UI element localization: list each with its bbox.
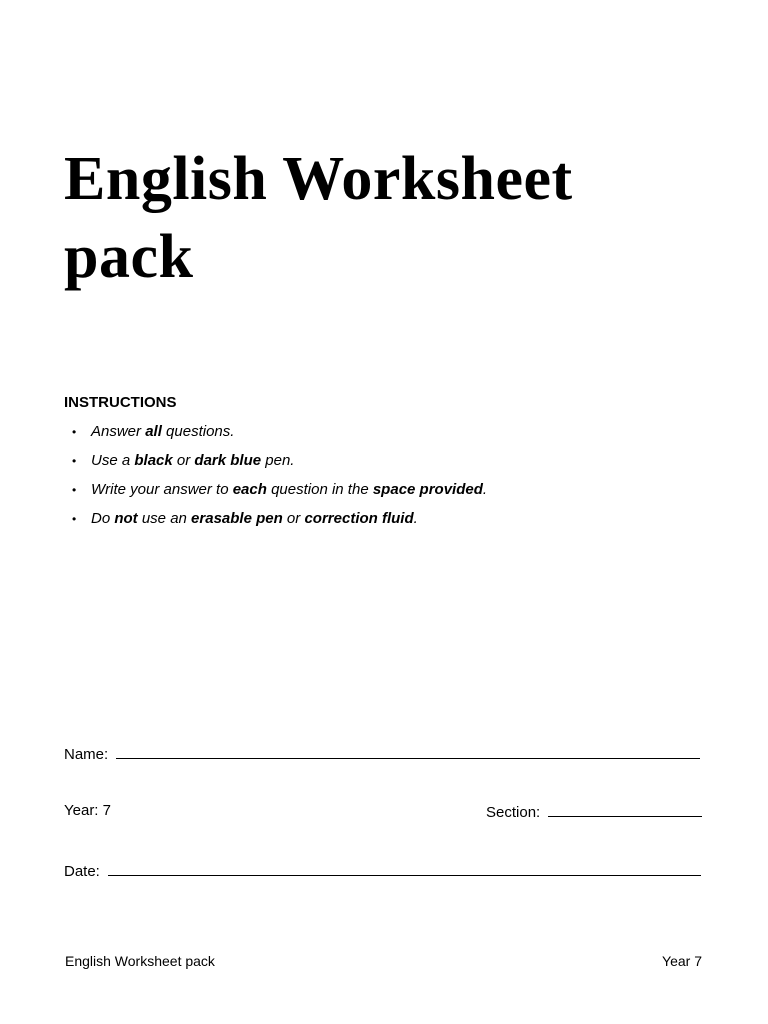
name-write-line[interactable] — [116, 744, 700, 759]
document-title-line-1: English Worksheet — [64, 145, 573, 213]
bullet-icon: • — [72, 512, 77, 526]
instruction-text: . — [413, 510, 418, 527]
instruction-emphasis: correction fluid — [304, 510, 414, 527]
name-field-row — [64, 744, 700, 764]
instruction-text: . — [482, 481, 488, 498]
date-field-row — [64, 861, 701, 881]
instruction-item-no-erasable — [64, 510, 487, 539]
name-label: Name: — [64, 746, 109, 763]
instructions-list — [64, 423, 487, 539]
instruction-emphasis: erasable pen — [191, 510, 283, 527]
instruction-text: or — [282, 510, 305, 527]
instruction-text: question in the — [266, 481, 373, 498]
instruction-text: Write your answer to — [91, 481, 233, 498]
document-title-line-2: pack — [64, 223, 194, 291]
year-value: 7 — [102, 802, 111, 819]
instruction-text: or — [172, 452, 195, 469]
instruction-emphasis: all — [145, 423, 162, 440]
bullet-icon: • — [72, 483, 77, 497]
instruction-item-space-provided — [64, 481, 487, 510]
instruction-emphasis: each — [232, 481, 267, 498]
instruction-text: Do — [91, 510, 115, 527]
instruction-text: Use a — [91, 452, 135, 469]
instruction-text: Answer — [91, 423, 146, 440]
year-field-row — [64, 802, 111, 820]
year-label: Year: — [64, 802, 99, 819]
section-write-line[interactable] — [548, 802, 702, 817]
footer-year: Year 7 — [662, 953, 702, 969]
instruction-emphasis: not — [114, 510, 138, 527]
instruction-emphasis: dark blue — [194, 452, 262, 469]
date-write-line[interactable] — [108, 861, 701, 876]
section-label: Section: — [486, 804, 541, 821]
footer-document-name: English Worksheet pack — [65, 953, 215, 969]
bullet-icon: • — [72, 454, 77, 468]
instruction-emphasis: space provided — [372, 481, 483, 498]
instruction-text: pen. — [261, 452, 295, 469]
instruction-item-answer-all — [64, 423, 487, 452]
date-label: Date: — [64, 863, 100, 880]
section-field-row — [486, 802, 702, 822]
bullet-icon: • — [72, 425, 77, 439]
instruction-item-pen-colour — [64, 452, 487, 481]
instruction-text: questions. — [161, 423, 235, 440]
instruction-text: use an — [137, 510, 192, 527]
document-title — [64, 140, 704, 296]
instruction-emphasis: black — [134, 452, 173, 469]
instructions-heading: INSTRUCTIONS — [64, 394, 177, 411]
